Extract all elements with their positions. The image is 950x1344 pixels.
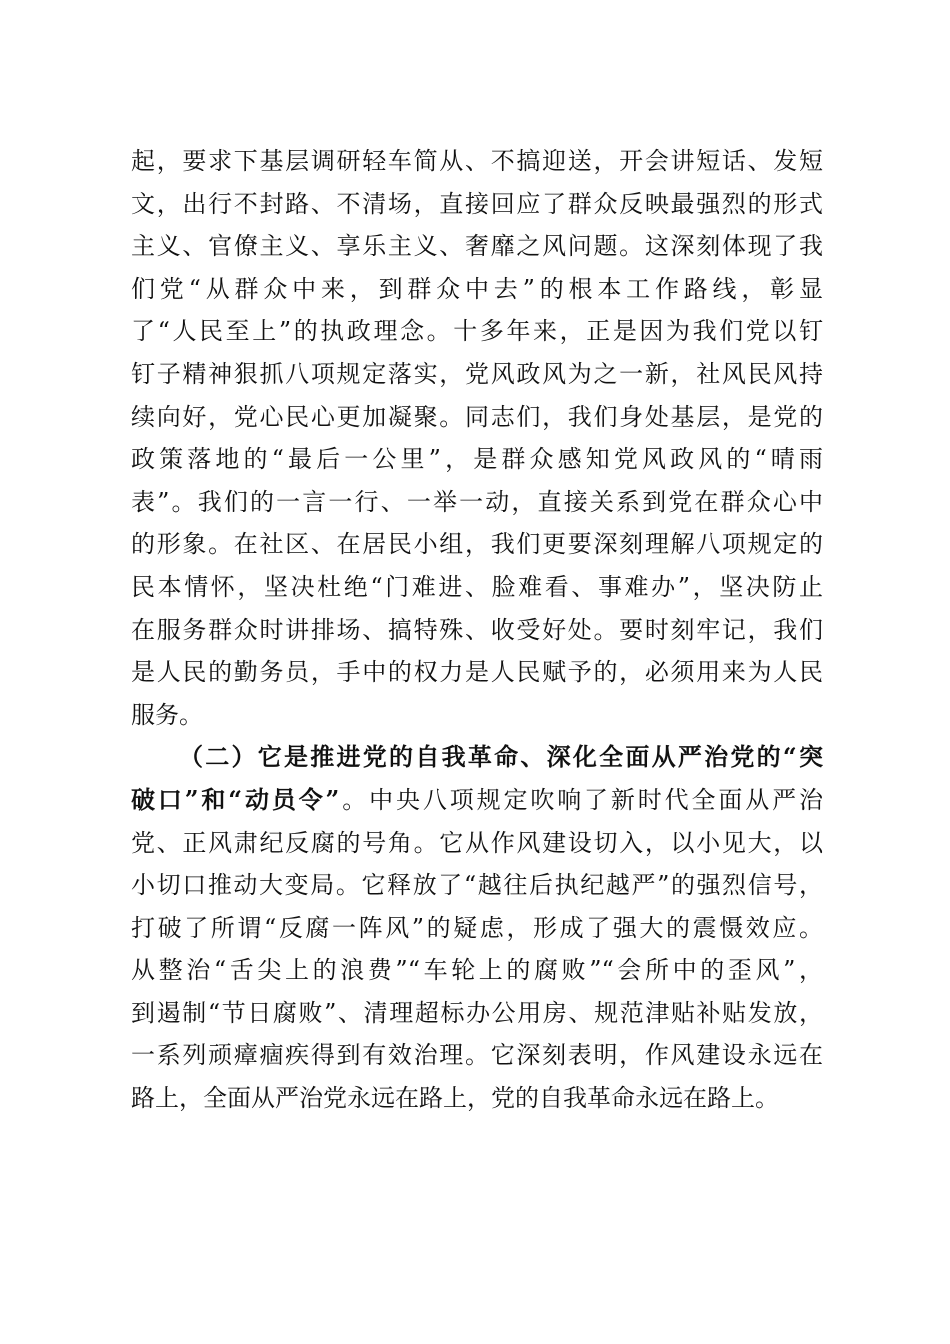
section-heading-continuation: 破口”和“动员令” <box>131 784 340 814</box>
text-line: 在服务群众时讲排场、搞特殊、收受好处。要时刻牢记，我们 <box>131 615 823 644</box>
text-line: 政策落地的“最后一公里”，是群众感知党风政风的“晴雨 <box>131 445 823 474</box>
section-heading: （二）它是推进党的自我革命、深化全面从严治党的“突 <box>179 742 823 772</box>
body-text <box>131 140 823 1120</box>
text-line: 了“人民至上”的执政理念。十多年来，正是因为我们党以钉 <box>131 317 823 346</box>
paragraph-2 <box>131 736 823 1119</box>
text-line: 的形象。在社区、在居民小组，我们更要深刻理解八项规定的 <box>131 530 823 559</box>
text-line: 是人民的勤务员，手中的权力是人民赋予的，必须用来为人民 <box>131 658 823 687</box>
text-line: 文，出行不封路、不清场，直接回应了群众反映最强烈的形式 <box>131 189 823 218</box>
text-line: 一系列顽瘴痼疾得到有效治理。它深刻表明，作风建设永远在 <box>131 1041 823 1070</box>
paragraph-1 <box>131 140 823 736</box>
text-line: 主义、官僚主义、享乐主义、奢靡之风问题。这深刻体现了我 <box>131 232 823 261</box>
text-line-rest: 。中央八项规定吹响了新时代全面从严治 <box>339 785 824 814</box>
text-line: 从整治“舌尖上的浪费”“车轮上的腐败”“会所中的歪风”， <box>131 956 823 985</box>
text-line: 党、正风肃纪反腐的号角。它从作风建设切入，以小见大，以 <box>131 828 823 857</box>
text-line: 路上，全面从严治党永远在路上，党的自我革命永远在路上。 <box>131 1084 779 1113</box>
text-line: 到遏制“节日腐败”、清理超标办公用房、规范津贴补贴发放， <box>131 998 823 1027</box>
text-line: 起，要求下基层调研轻车简从、不搞迎送，开会讲短话、发短 <box>131 147 823 175</box>
text-line: 续向好，党心民心更加凝聚。同志们，我们身处基层，是党的 <box>131 402 823 431</box>
text-line: 表”。我们的一言一行、一举一动，直接关系到党在群众心中 <box>131 487 823 516</box>
text-line <box>131 779 823 822</box>
text-line: 打破了所谓“反腐一阵风”的疑虑，形成了强大的震慑效应。 <box>131 913 823 942</box>
text-line: 服务。 <box>131 700 203 729</box>
text-line: 们党“从群众中来，到群众中去”的根本工作路线，彰显 <box>131 274 823 303</box>
text-line: 钉子精神狠抓八项规定落实，党风政风为之一新，社风民风持 <box>131 359 823 388</box>
text-line: 民本情怀，坚决杜绝“门难进、脸难看、事难办”，坚决防止 <box>131 572 823 601</box>
text-line: 小切口推动大变局。它释放了“越往后执纪越严”的强烈信号， <box>131 871 823 900</box>
